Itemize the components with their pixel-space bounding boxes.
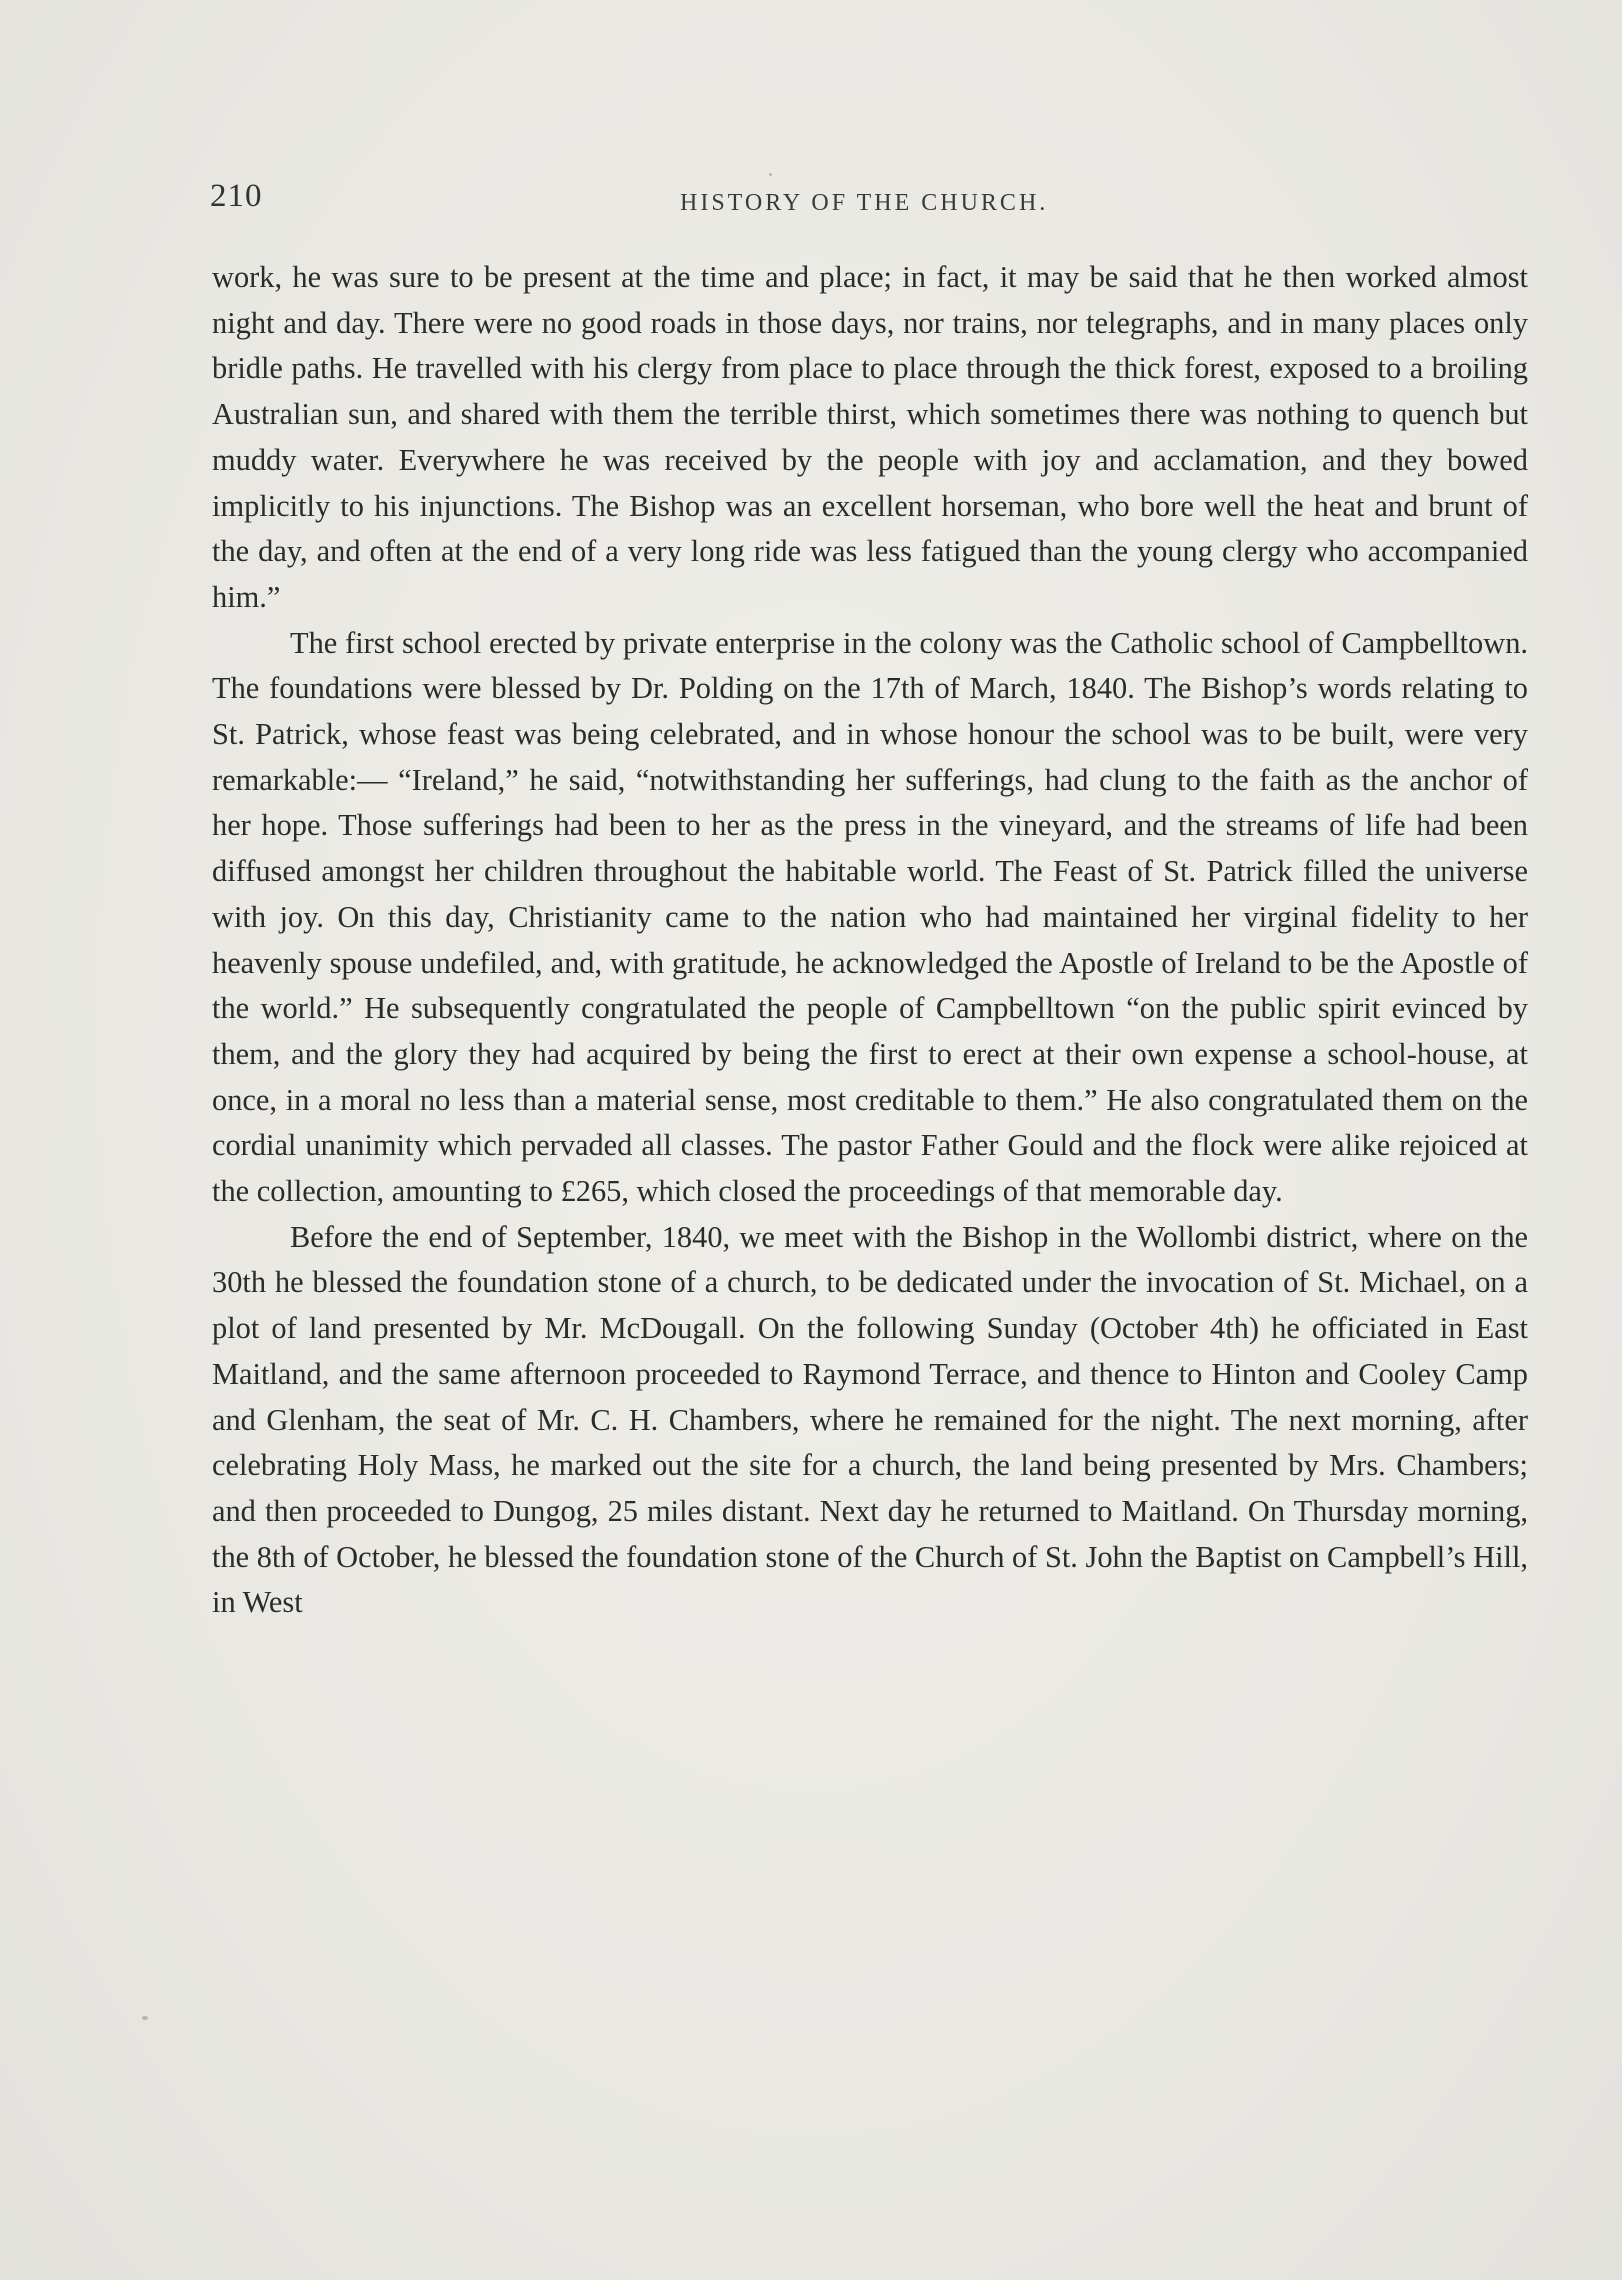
paragraph-continuation: work, he was sure to be present at the time and place; in fact, it may be said that he then worked almost night and day. There were no good roads in those days, nor trains, nor telegraphs, and in many places only bridle paths. He travelled with his clergy from place to place through the thick forest, exposed to a broiling Australian sun, and shared with them the terrible thirst, which sometimes there was nothing to quench but muddy water. Everywhere he was received by the people with joy and acclamation, and they bowed implicitly to his injunctions. The Bishop was an excellent horseman, who bore well the heat and brunt of the day, and often at the end of a very long ride was less fatigued than the young clergy who accompanied him.” xyxy=(212,260,1528,614)
running-title: HISTORY OF THE CHURCH. xyxy=(680,190,1049,216)
running-head xyxy=(210,178,1530,218)
paper-speck xyxy=(769,173,772,176)
page-number: 210 xyxy=(210,178,263,214)
paper-speck xyxy=(142,2016,148,2020)
paragraph-campbelltown-school: The first school erected by private enterprise in the colony was the Catholic school of Campbelltown. The foundations were blessed by Dr. Polding on the 17th of March, 1840. The Bishop’s words relating to St. Patrick, whose feast was being celebrated, and in whose honour the school was to be built, were very remarkable:— “Ireland,” he said, “notwithstanding her sufferings, had clung to the faith as the anchor of her hope. Those sufferings had been to her as the press in the vineyard, and the streams of life had been diffused amongst her children throughout the habitable world. The Feast of St. Patrick filled the universe with joy. On this day, Christianity came to the nation who had maintained her virginal fidelity to her heavenly spouse undefiled, and, with gratitude, he acknowledged the Apostle of Ireland to be the Apostle of the world.” He subsequently congratulated the people of Campbelltown “on the public spirit evinced by them, and the glory they had acquired by being the first to erect at their own expense a school-house, at once, in a moral no less than a material sense, most creditable to them.” He also congratulated them on the cordial unanimity which pervaded all classes. The pastor Father Gould and the flock were alike rejoiced at the collection, amounting to £265, which closed the proceedings of that memorable day. xyxy=(212,625,1528,1209)
paragraph-wollombi-journey: Before the end of September, 1840, we meet with the Bishop in the Wollombi district, where on the 30th he blessed the foundation stone of a church, to be dedicated under the invocation of St. Michael, on a plot of land presented by Mr. McDougall. On the following Sunday (October 4th) he officiated in East Maitland, and the same afternoon proceeded to Raymond Terrace, and thence to Hinton and Cooley Camp and Glenham, the seat of Mr. C. H. Chambers, where he remained for the night. The next morning, after celebrating Holy Mass, he marked out the site for a church, the land being presented by Mrs. Chambers; and then proceeded to Dungog, 25 miles distant. Next day he returned to Maitland. On Thursday morning, the 8th of October, he blessed the foundation stone of the Church of St. John the Baptist on Campbell’s Hill, in West xyxy=(212,1219,1528,1620)
body-text xyxy=(212,255,1528,1626)
